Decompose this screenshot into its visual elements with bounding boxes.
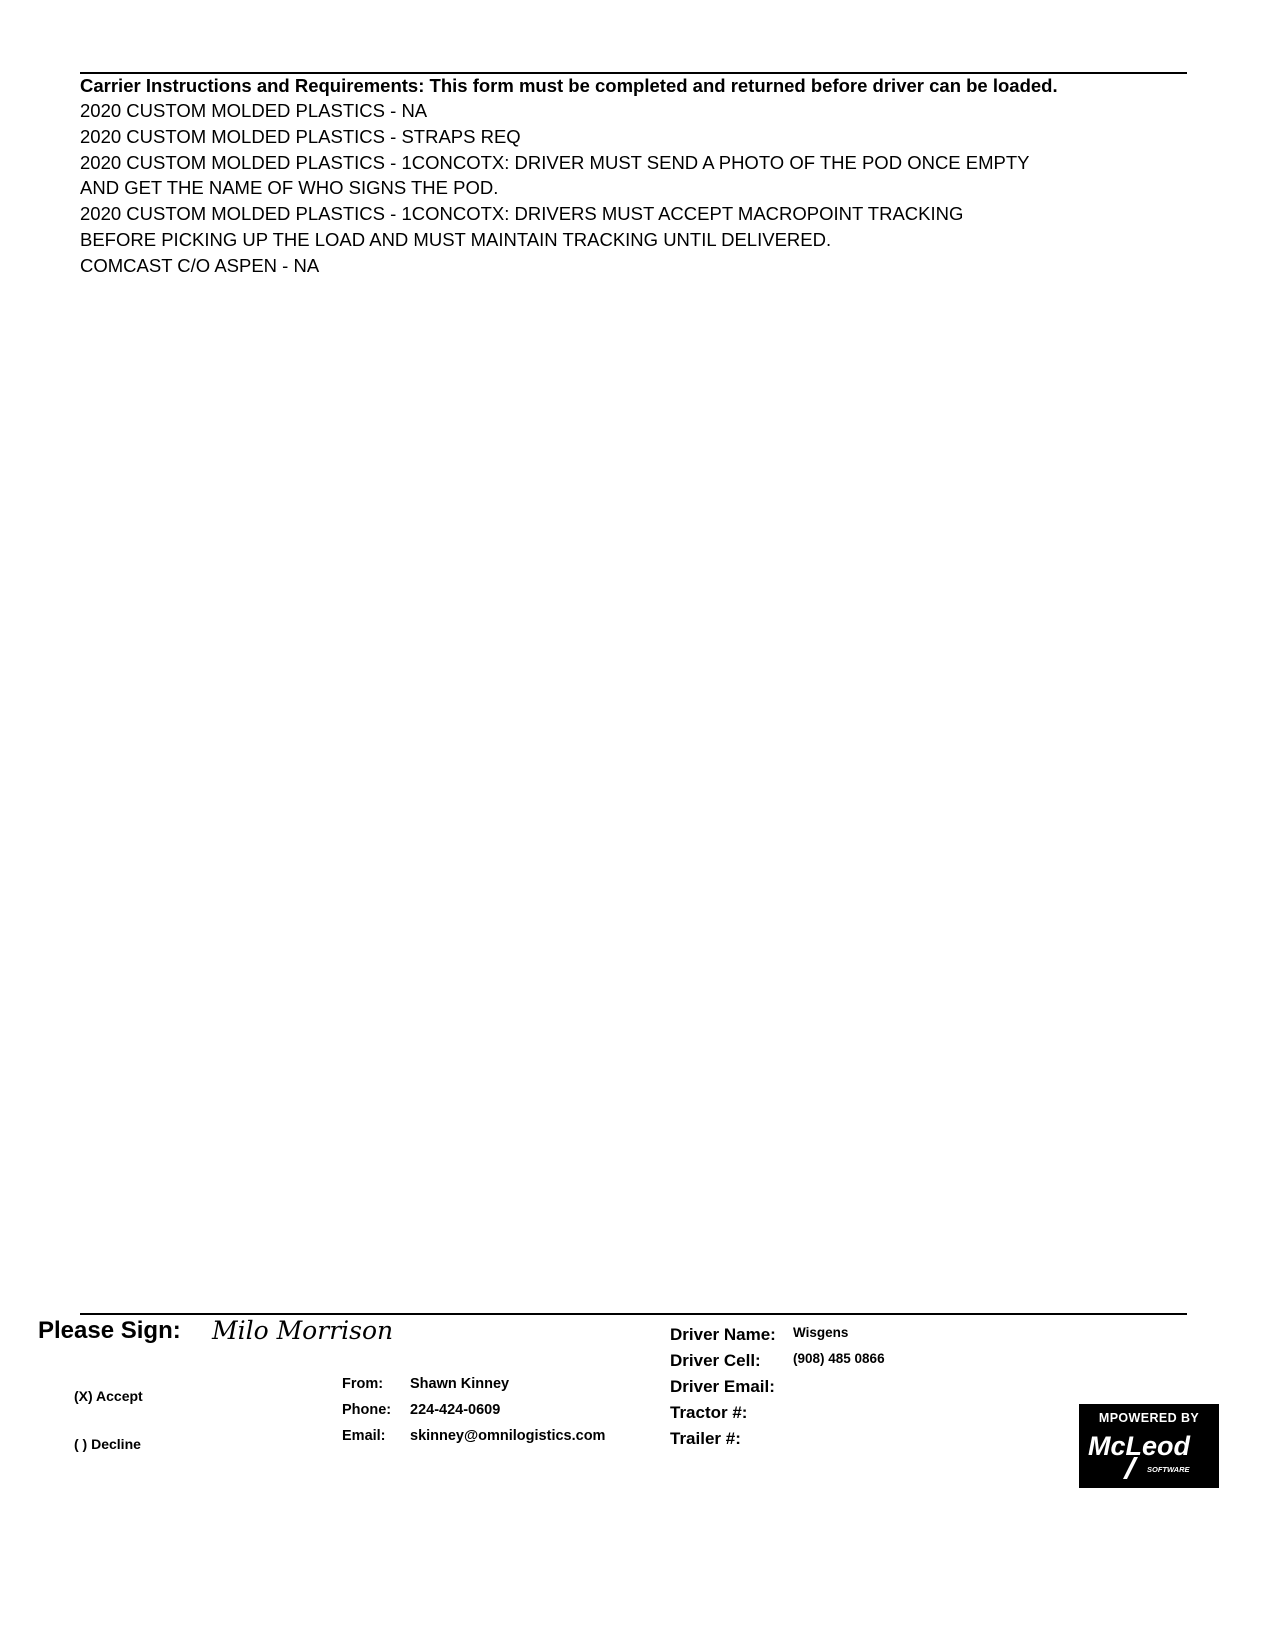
accept-option[interactable]: (X) Accept	[74, 1388, 143, 1404]
carrier-instructions	[80, 74, 1200, 279]
instruction-line: 2020 CUSTOM MOLDED PLASTICS - 1CONCOTX: DRIVERS MUST ACCEPT MACROPOINT TRACKING	[80, 203, 964, 225]
from-value: Shawn Kinney	[410, 1376, 510, 1392]
instruction-line: AND GET THE NAME OF WHO SIGNS THE POD.	[80, 177, 499, 199]
please-sign-label: Please Sign:	[38, 1317, 181, 1344]
mcleod-logo-mark	[1079, 1426, 1219, 1486]
instruction-line: 2020 CUSTOM MOLDED PLASTICS - 1CONCOTX: DRIVER MUST SEND A PHOTO OF THE POD ONCE EMPTY	[80, 151, 1030, 173]
driver-name-value[interactable]: Wisgens	[793, 1325, 849, 1340]
logo-powered-by-text: MPOWERED BY	[1098, 1411, 1200, 1425]
tractor-number-label: Tractor #:	[670, 1403, 748, 1422]
driver-email-label: Driver Email:	[670, 1377, 775, 1396]
handwritten-signature: Milo Morrison	[212, 1316, 394, 1345]
instruction-line: 2020 CUSTOM MOLDED PLASTICS - NA	[80, 100, 428, 121]
from-label: From:	[342, 1376, 384, 1392]
email-label: Email:	[342, 1428, 386, 1444]
instruction-line: COMCAST C/O ASPEN - NA	[80, 254, 320, 276]
logo-software-text: SOFTWARE	[1147, 1465, 1190, 1474]
logo-brand-text: McLeod	[1088, 1431, 1191, 1461]
driver-name-label: Driver Name:	[670, 1325, 776, 1344]
phone-label: Phone:	[342, 1402, 392, 1418]
email-value[interactable]: skinney@omnilogistics.com	[410, 1428, 606, 1444]
mcleod-software-logo	[1079, 1404, 1219, 1488]
driver-cell-value[interactable]: (908) 485 0866	[793, 1351, 885, 1366]
trailer-number-label: Trailer #:	[670, 1429, 741, 1448]
instruction-line: BEFORE PICKING UP THE LOAD AND MUST MAINTAIN TRACKING UNTIL DELIVERED.	[80, 228, 832, 250]
phone-value: 224-424-0609	[410, 1402, 501, 1418]
decline-option[interactable]: ( ) Decline	[74, 1436, 141, 1452]
instruction-line: 2020 CUSTOM MOLDED PLASTICS - STRAPS REQ	[80, 125, 521, 147]
signature-divider	[80, 1313, 1187, 1315]
instructions-heading: Carrier Instructions and Requirements: This form must be completed and returned before driver can be loaded.	[80, 75, 1058, 96]
driver-cell-label: Driver Cell:	[670, 1351, 761, 1370]
